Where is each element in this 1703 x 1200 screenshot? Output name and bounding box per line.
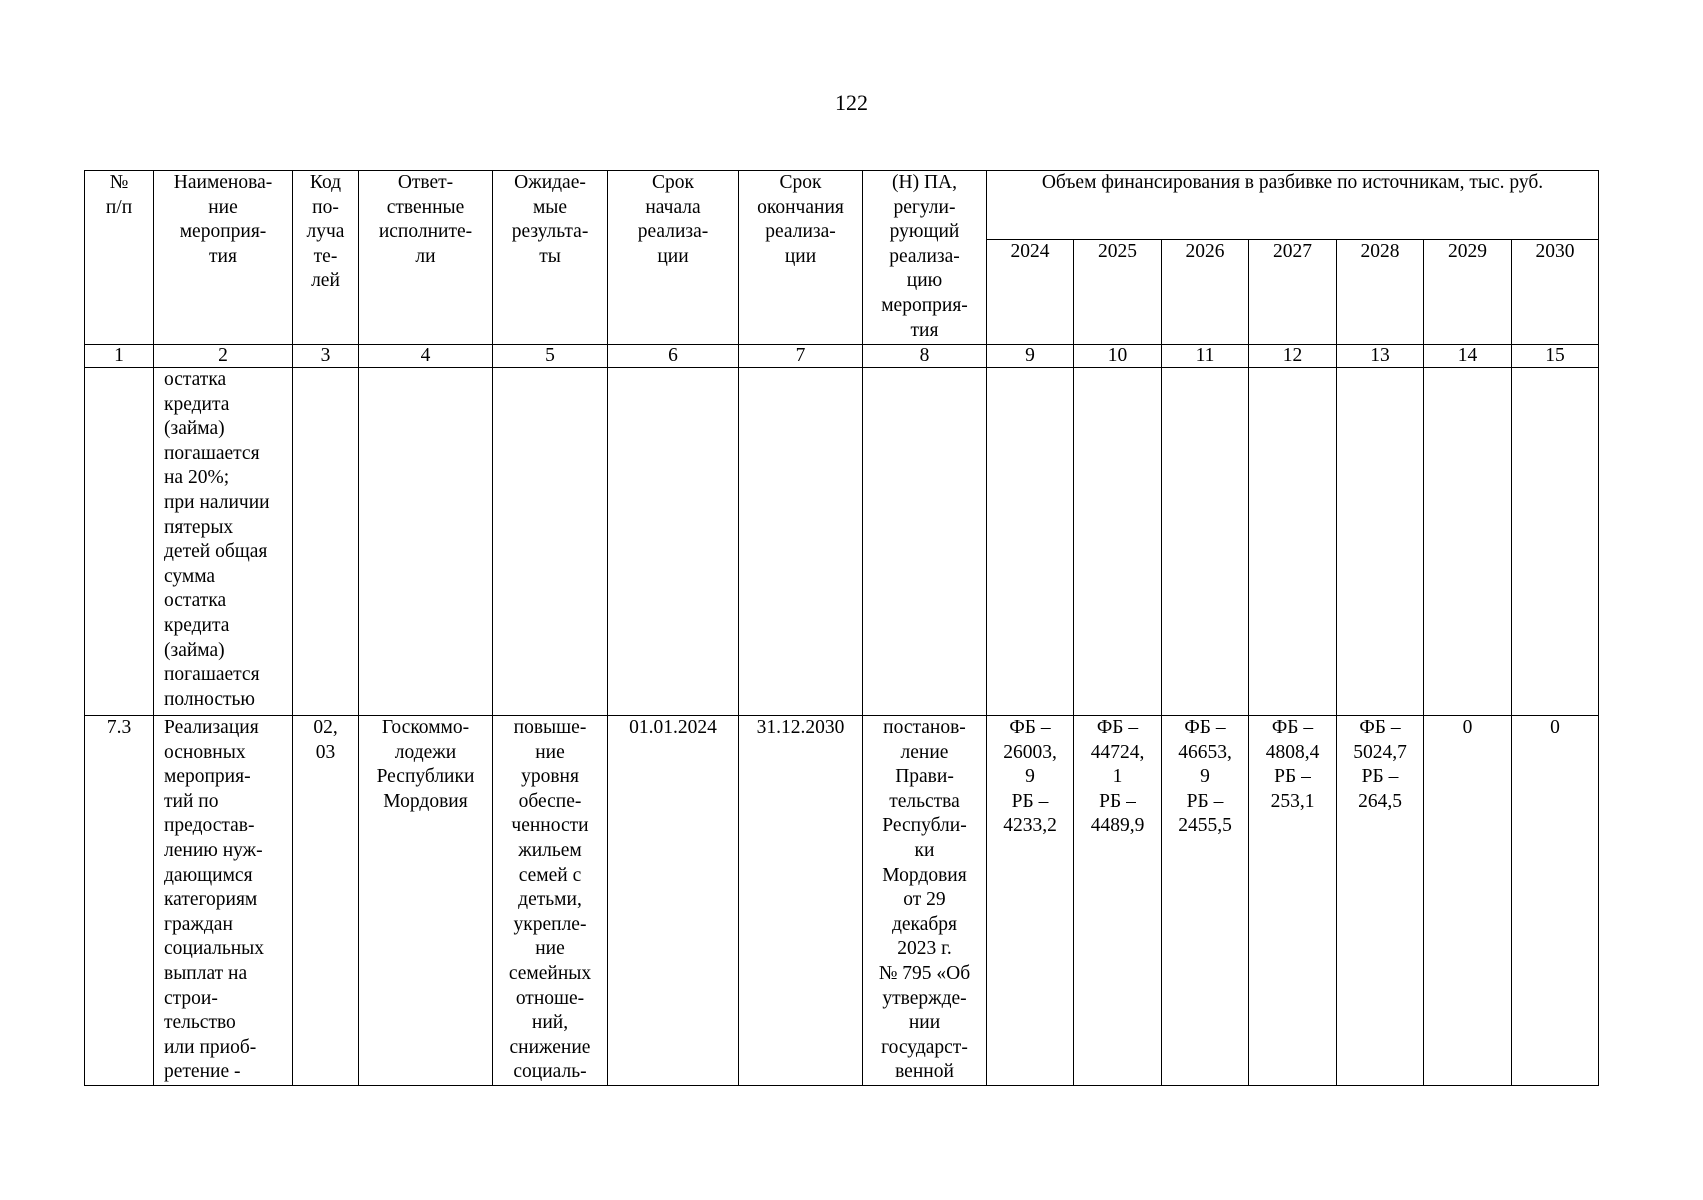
column-number: 2	[154, 345, 293, 368]
header-start-date: Срок начала реализа- ции	[608, 171, 739, 345]
cell-empty	[608, 368, 739, 716]
column-number: 9	[987, 345, 1074, 368]
header-legal-act: (Н) ПА, регули- рующий реализа- цию мероприя- тия	[863, 171, 987, 345]
header-year: 2025	[1074, 240, 1162, 345]
cell-financing-2028: ФБ – 5024,7 РБ – 264,5	[1337, 716, 1424, 1086]
cell-financing-2029: 0	[1424, 716, 1512, 1086]
cell-executor: Госкоммо- лодежи Республики Мордовия	[359, 716, 493, 1086]
column-number: 5	[493, 345, 608, 368]
column-number: 3	[293, 345, 359, 368]
table-row-continuation	[85, 368, 1599, 716]
cell-event-name: остатка кредита (займа) погашается на 20%; при наличии пятерых детей общая сумма остатка кредита (займа) погашается полностью	[154, 368, 293, 716]
cell-financing-2024: ФБ – 26003, 9 РБ – 4233,2	[987, 716, 1074, 1086]
cell-empty	[1424, 368, 1512, 716]
column-number: 11	[1162, 345, 1249, 368]
cell-financing-2030: 0	[1512, 716, 1599, 1086]
financing-table	[84, 170, 1599, 1086]
table-header-row	[85, 171, 1599, 240]
cell-empty	[1162, 368, 1249, 716]
cell-start-date: 01.01.2024	[608, 716, 739, 1086]
header-event-name: Наименова- ние мероприя- тия	[154, 171, 293, 345]
header-year: 2027	[1249, 240, 1337, 345]
cell-empty	[987, 368, 1074, 716]
cell-empty	[739, 368, 863, 716]
cell-empty	[85, 368, 154, 716]
column-number: 15	[1512, 345, 1599, 368]
column-number: 8	[863, 345, 987, 368]
cell-empty	[1512, 368, 1599, 716]
column-number: 7	[739, 345, 863, 368]
header-year: 2029	[1424, 240, 1512, 345]
column-number: 12	[1249, 345, 1337, 368]
column-number-row	[85, 345, 1599, 368]
column-number: 6	[608, 345, 739, 368]
header-financing: Объем финансирования в разбивке по источникам, тыс. руб.	[987, 171, 1599, 240]
cell-event-name: Реализация основных мероприя- тий по предостав- лению нуж- дающимся категориям граждан социальных выплат на строи- тельство или приоб- ретение -	[154, 716, 293, 1086]
column-number: 14	[1424, 345, 1512, 368]
cell-empty	[493, 368, 608, 716]
header-recipient-code: Код по- луча те- лей	[293, 171, 359, 345]
cell-recipient-code: 02, 03	[293, 716, 359, 1086]
header-year: 2028	[1337, 240, 1424, 345]
column-number: 13	[1337, 345, 1424, 368]
page-number: 122	[835, 90, 868, 115]
cell-empty	[1074, 368, 1162, 716]
header-end-date: Срок окончания реализа- ции	[739, 171, 863, 345]
header-year: 2030	[1512, 240, 1599, 345]
table-row-7-3	[85, 716, 1599, 1086]
cell-empty	[1249, 368, 1337, 716]
cell-empty	[1337, 368, 1424, 716]
cell-financing-2025: ФБ – 44724, 1 РБ – 4489,9	[1074, 716, 1162, 1086]
header-year: 2026	[1162, 240, 1249, 345]
column-number: 4	[359, 345, 493, 368]
header-executors: Ответ- ственные исполните- ли	[359, 171, 493, 345]
cell-legal-act: постанов- ление Прави- тельства Республи- ки Мордовия от 29 декабря 2023 г. № 795 «Об утвержде- нии государст- венной	[863, 716, 987, 1086]
cell-end-date: 31.12.2030	[739, 716, 863, 1086]
cell-expected-results: повыше- ние уровня обеспе- ченности жильем семей с детьми, укрепле- ние семейных отноше- ний, снижение социаль-	[493, 716, 608, 1086]
cell-empty	[863, 368, 987, 716]
cell-financing-2026: ФБ – 46653, 9 РБ – 2455,5	[1162, 716, 1249, 1086]
header-number: № п/п	[85, 171, 154, 345]
header-expected-results: Ожидае- мые результа- ты	[493, 171, 608, 345]
cell-empty	[359, 368, 493, 716]
header-year: 2024	[987, 240, 1074, 345]
column-number: 1	[85, 345, 154, 368]
column-number: 10	[1074, 345, 1162, 368]
cell-empty	[293, 368, 359, 716]
cell-financing-2027: ФБ – 4808,4 РБ – 253,1	[1249, 716, 1337, 1086]
cell-number: 7.3	[85, 716, 154, 1086]
